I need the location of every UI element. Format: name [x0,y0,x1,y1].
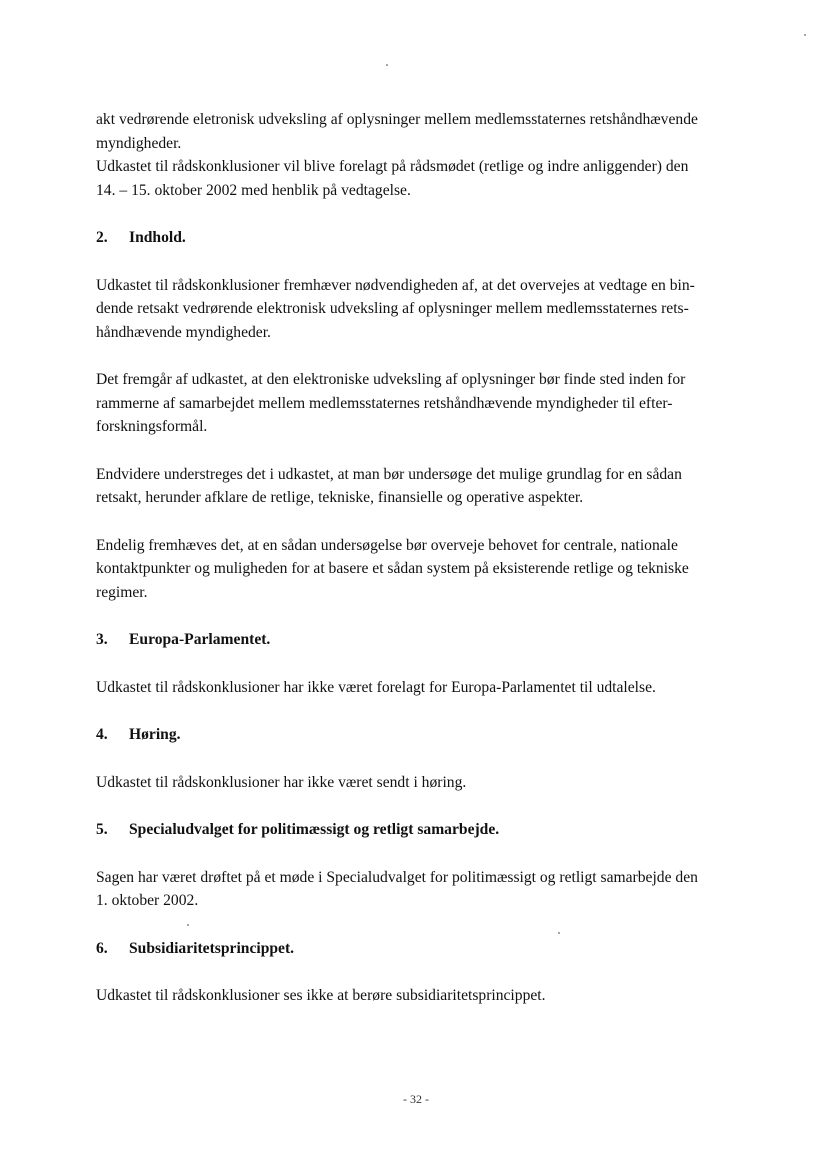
text-line: rammerne af samarbejdet mellem medlemsstaternes retshåndhævende myndigheder til efter- [96,394,673,412]
section-heading-3 [96,628,756,652]
section-number: 3. [96,631,108,648]
section-title: Subsidiaritetsprincippet. [129,939,295,957]
scan-speck [386,64,388,66]
document-body [96,108,756,1008]
text-line: Udkastet til rådskonklusioner fremhæver nødvendigheden af, at det overvejes at vedtage en bin- [96,276,695,294]
section-title: Europa-Parlamentet. [129,631,271,648]
text-line: retsakt, herunder afklare de retlige, tekniske, finansielle og operative aspekter. [96,489,584,506]
section-heading-2 [96,226,756,250]
text-line: kontaktpunkter og muligheden for at basere et sådan system på eksisterende retlige og tekniske [96,560,689,577]
text-line: Det fremgår af udkastet, at den elektroniske udveksling af oplysninger bør finde sted inden for [96,371,686,388]
text-line: Endelig fremhæves det, at en sådan undersøgelse bør overveje behovet for centrale, nationale [96,536,678,554]
section-number: 6. [96,939,108,957]
text-line: myndigheder. [96,134,182,152]
section-3-paragraph-1 [96,676,756,700]
scan-speck [558,932,560,934]
text-line: 14. – 15. oktober 2002 med henblik på vedtagelse. [96,181,411,199]
scan-speck [187,924,189,926]
section-title: Specialudvalget for politimæssigt og retligt samarbejde. [129,821,500,838]
section-5-paragraph-1 [96,866,756,913]
text-line: forskningsformål. [96,418,208,435]
section-title: Høring. [129,726,181,743]
section-2-paragraph-2 [96,368,756,439]
text-line: 1. oktober 2002. [96,892,199,909]
section-6-paragraph-1 [96,984,756,1008]
intro-paragraph-1 [96,108,756,202]
text-line: Endvidere understreges det i udkastet, at man bør undersøge det mulige grundlag for en sådan [96,465,682,483]
section-heading-6 [96,937,756,961]
section-number: 2. [96,229,108,246]
section-2-paragraph-3 [96,463,756,510]
section-heading-4 [96,723,756,747]
section-2-paragraph-4 [96,534,756,605]
text-line: regimer. [96,583,148,601]
text-line: dende retsakt vedrørende elektronisk udveksling af oplysninger mellem medlemsstaternes rets- [96,300,689,317]
text-line: håndhævende myndigheder. [96,323,271,341]
section-number: 4. [96,726,108,743]
text-line: Udkastet til rådskonklusioner vil blive forelagt på rådsmødet (retlige og indre anliggender) den [96,158,689,175]
section-4-paragraph-1 [96,771,756,795]
section-2-paragraph-1 [96,274,756,345]
section-heading-5 [96,818,756,842]
section-title: Indhold. [129,229,186,246]
scan-speck [804,34,806,36]
text-line: Udkastet til rådskonklusioner har ikke været forelagt for Europa-Parlamentet til udtalelse. [96,678,656,696]
page-number: - 32 - [403,1092,429,1106]
text-line: Sagen har været drøftet på et møde i Specialudvalget for politimæssigt og retligt samarbejde den [96,868,698,886]
text-line: Udkastet til rådskonklusioner har ikke været sendt i høring. [96,773,467,791]
section-number: 5. [96,821,108,838]
text-line: akt vedrørende eletronisk udveksling af oplysninger mellem medlemsstaternes retshåndhævende [96,111,698,128]
text-line: Udkastet til rådskonklusioner ses ikke at berøre subsidiaritetsprincippet. [96,987,546,1004]
